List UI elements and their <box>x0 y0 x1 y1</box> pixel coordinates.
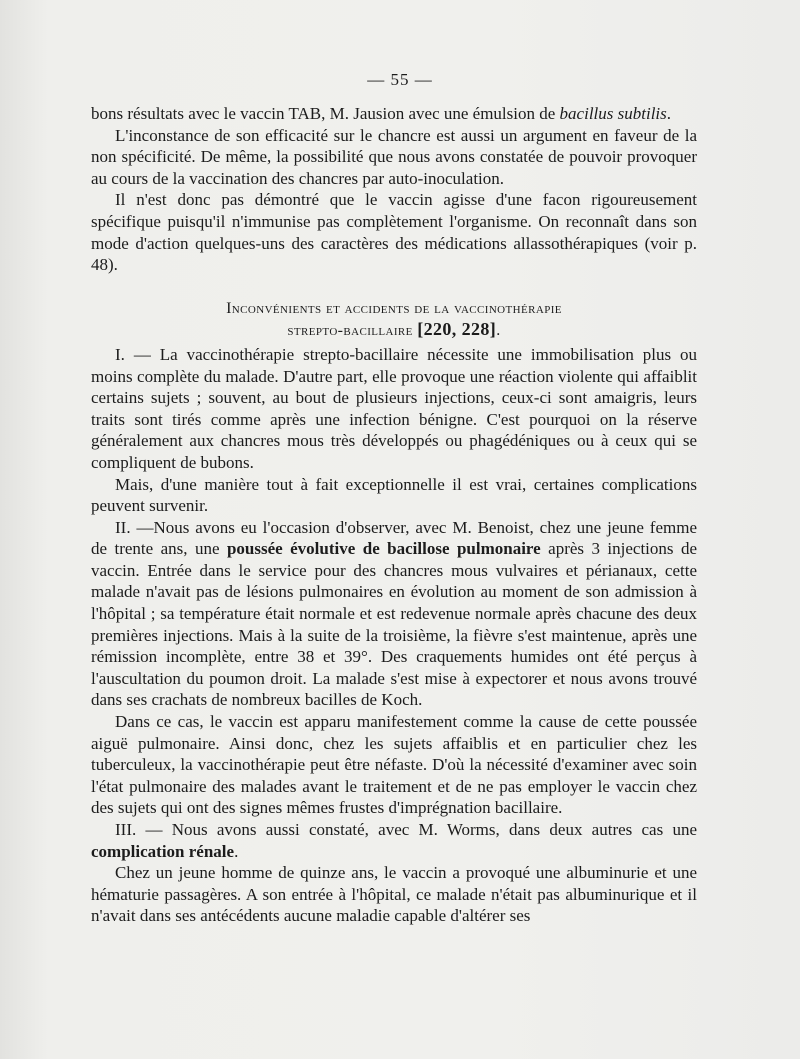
paragraph <box>91 517 697 711</box>
paragraph <box>91 189 697 275</box>
paragraph <box>91 711 697 819</box>
section-heading-line-2-end: . <box>496 322 501 340</box>
section-heading-line-2 <box>91 319 697 342</box>
text-run: Dans ce cas, le vaccin est apparu manifestement comme la cause de cette poussée aiguë pulmonaire. Ainsi donc, chez les sujets affaiblis et en particulier chez les tuberculeux, la vaccinothérapie peut être néfaste. D'où la nécessité d'examiner avec soin l'état pulmonaire des malades avant le traitement et de ne pas employer le vaccin chez des sujets qui ont des signes mêmes frustes d'imprégnation bacillaire. <box>91 712 697 818</box>
section-heading-line-1: Inconvénients et accidents de la vaccinothérapie <box>226 299 562 317</box>
text-run: L'inconstance de son efficacité sur le chancre est aussi un argument en faveur de la non spécificité. De même, la possibilité que nous avons constatée de pouvoir provoquer au cours de la vaccination des chancres par auto-inoculation. <box>91 125 697 188</box>
text-run: II. —Nous avons eu l'occasion d'observer, avec M. Benoist, chez une jeune femme de trente ans, une <box>91 517 697 559</box>
paragraph <box>91 819 697 862</box>
paragraph <box>91 103 697 125</box>
text-run: . <box>666 104 672 123</box>
text-run: bons résultats avec le vaccin TAB, M. Jausion avec une émulsion de <box>91 104 560 123</box>
text-run: I. — La vaccinothérapie strepto-bacillaire nécessite une immobilisation plus ou moins complète du malade. D'autre part, elle provoque une réaction violente qui affaiblit certains sujets ; souvent, au bout de plusieurs injections, ceux-ci sont amaigris, leurs traits sont tirés comme après une infection bénigne. C'est pourquoi on la réserve généralement aux chancres mous très développés ou phagédéniques ou à ceux qui se compliquent de bubons. <box>91 344 697 472</box>
text-run: III. — Nous avons aussi constaté, avec M. Worms, dans deux autres cas une <box>115 820 697 839</box>
section-heading <box>91 298 697 342</box>
section-heading-line-2-text: strepto-bacillaire <box>287 322 418 340</box>
text-run: Chez un jeune homme de quinze ans, le vaccin a provoqué une albuminurie et une hématurie passagères. A son entrée à l'hôpital, ce malade n'était pas albuminurique et il n'avait dans ses antécédents aucune maladie capable d'altérer ses <box>91 863 697 926</box>
paragraph <box>91 862 697 927</box>
text-run: . <box>234 841 239 861</box>
paragraph <box>91 474 697 517</box>
section-heading-reference: [220, 228] <box>417 319 497 340</box>
text-run: après 3 injections de vaccin. Entrée dans le service pour des chancres mous vulvaires et périanaux, cette malade n'avait pas de lésions pulmonaires en évolution au moment de son admission à l'hôpital ; sa température était normale et est redevenue normale après chacune des deux premières injections. Mais à la suite de la troisième, la fièvre s'est maintenue, après une rémission incomplète, entre 38 et 39°. Des craquements humides ont été perçus à l'auscultation du poumon droit. La malade s'est mise à expectorer et nous avons trouvé dans ses crachats de nombreux bacilles de Koch. <box>91 539 697 710</box>
bold-phrase: complication rénale <box>91 841 235 861</box>
text-run: Il n'est donc pas démontré que le vaccin agisse d'une facon rigoureusement spécifique puisqu'il n'immunise pas complètement l'organisme. On reconnaît dans son mode d'action quelques-uns des caractères des médications allassothérapiques (voir p. 48). <box>91 190 697 275</box>
italic-phrase: bacillus subtilis <box>559 104 667 123</box>
paragraph <box>91 344 697 474</box>
bold-phrase: poussée évolutive de bacillose pulmonaire <box>226 539 541 559</box>
text-run: Mais, d'une manière tout à fait exceptionnelle il est vrai, certaines complications peuvent survenir. <box>91 474 697 516</box>
page-body <box>91 103 697 927</box>
paragraph <box>91 125 697 190</box>
page-number: — 55 — <box>367 70 433 89</box>
